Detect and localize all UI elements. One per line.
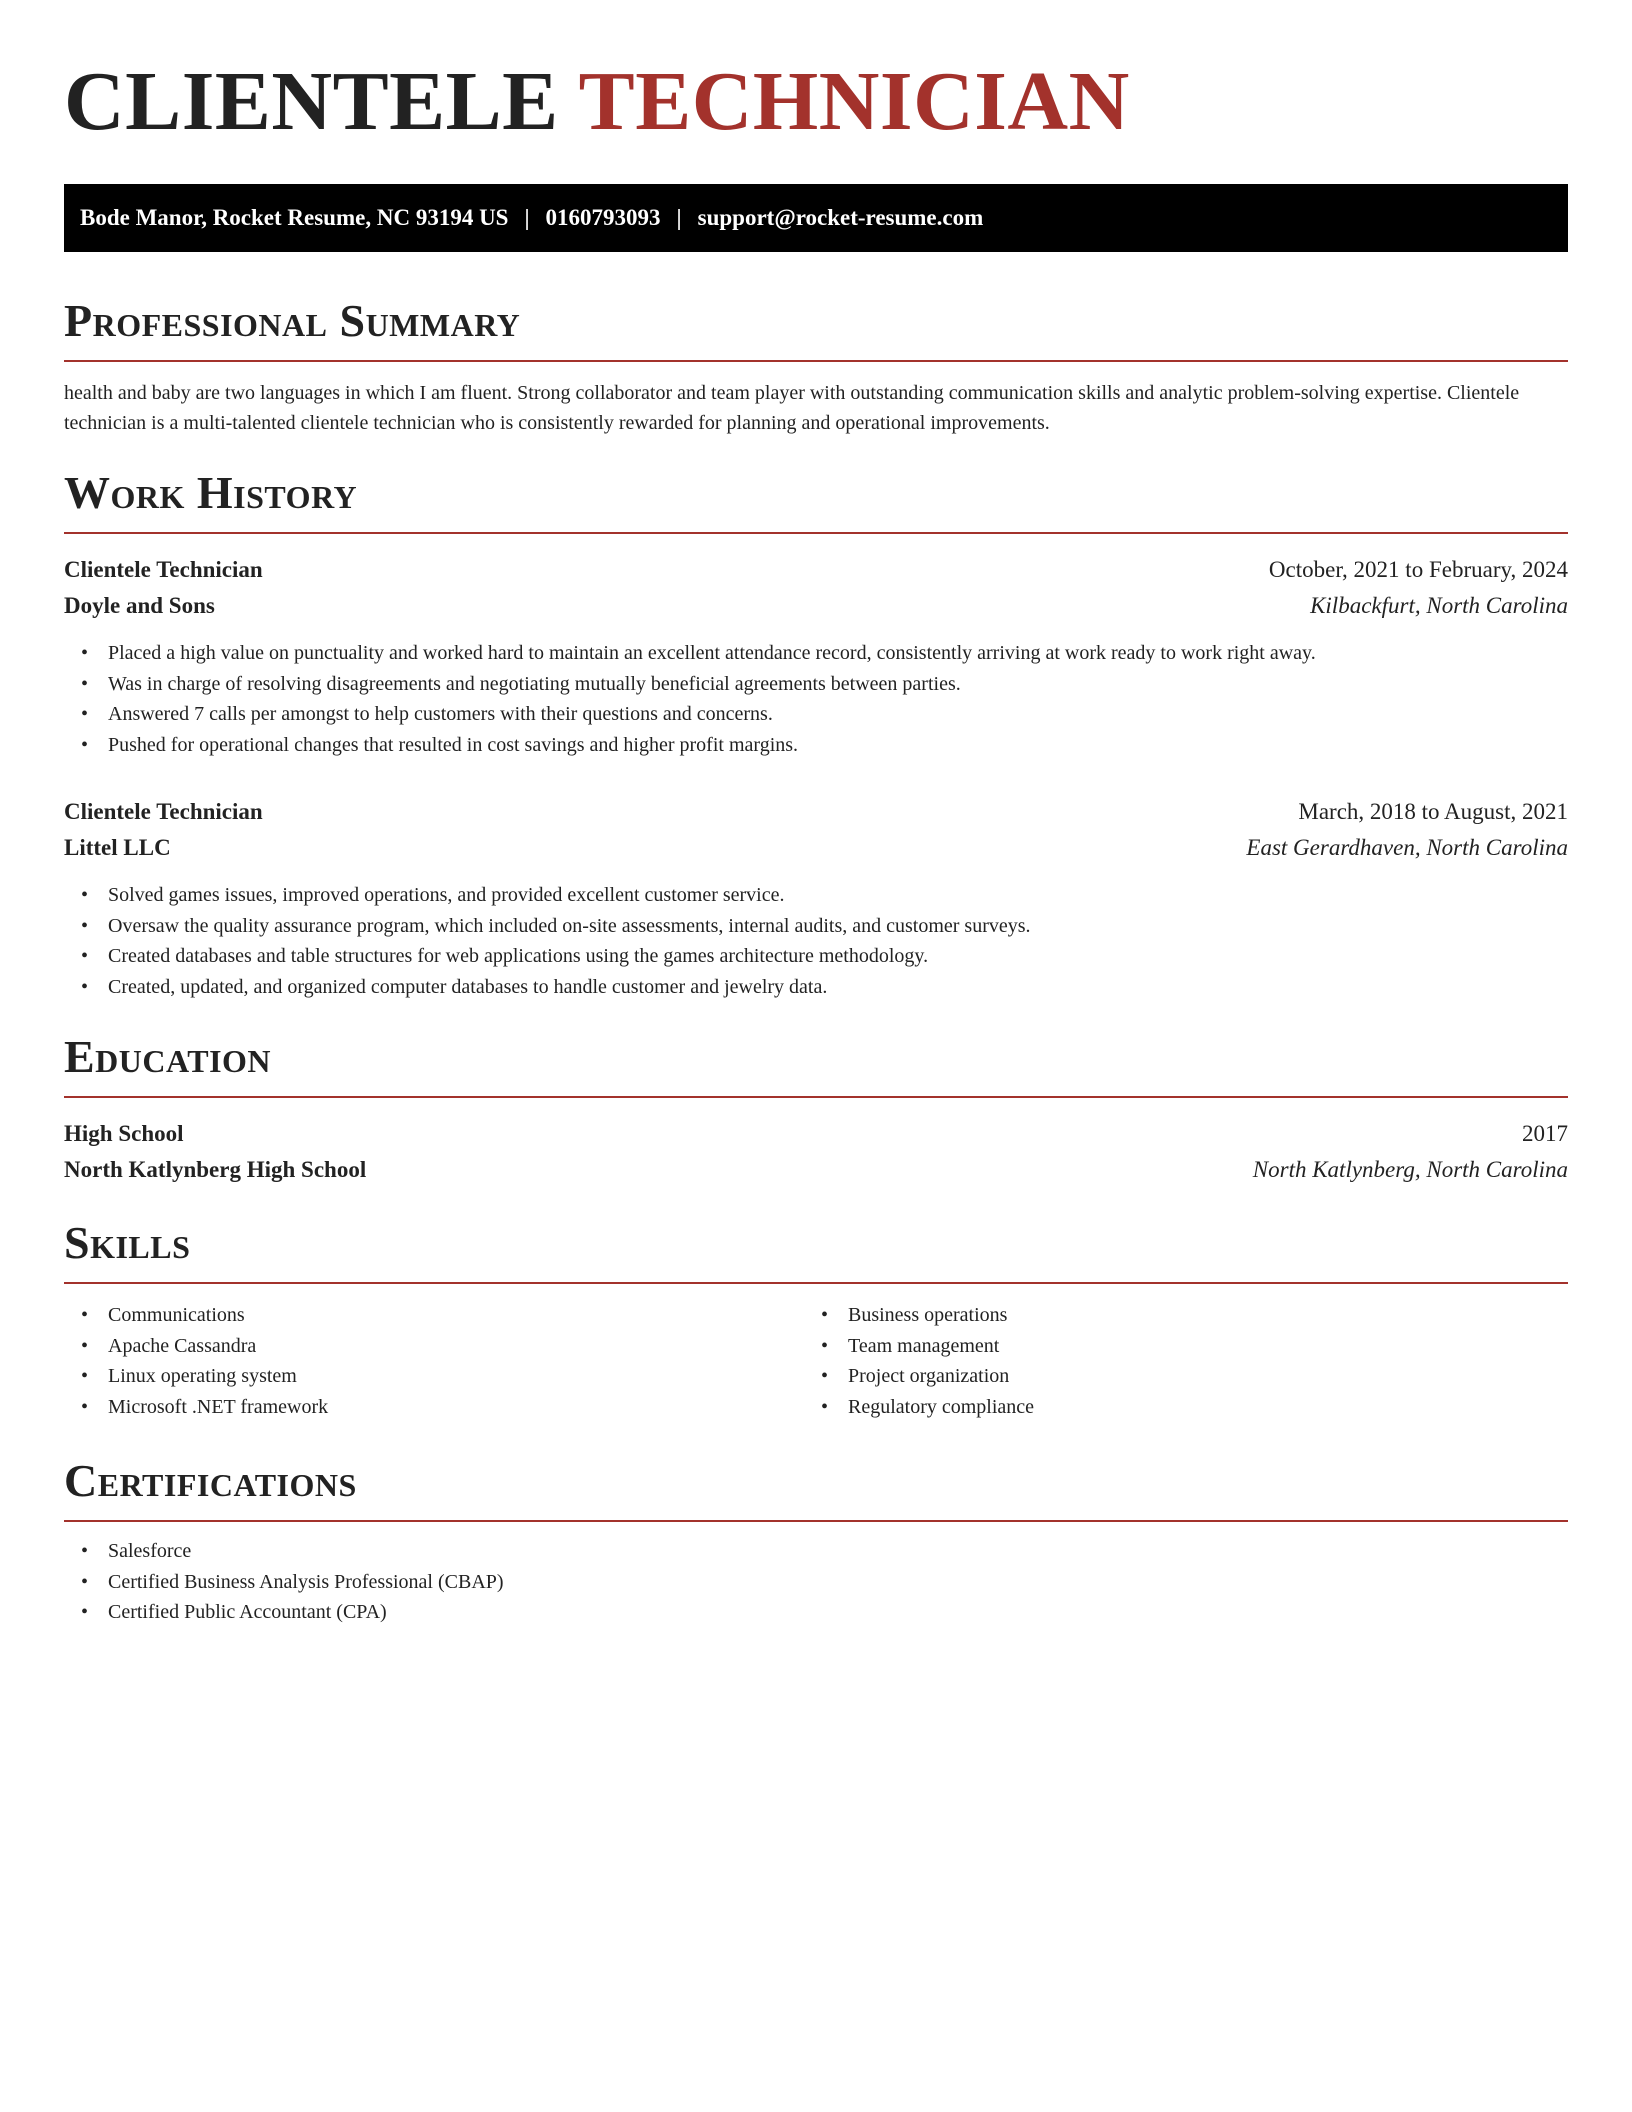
bullet-icon: • <box>81 1540 89 1562</box>
list-item <box>804 1331 1544 1362</box>
education-degree-row <box>64 1116 1568 1152</box>
section-divider <box>64 532 1568 534</box>
list-item <box>804 1300 1544 1331</box>
bullet-icon: • <box>81 1570 89 1593</box>
certifications-list <box>64 1536 1568 1628</box>
list-item-text: Created databases and table structures for web applications using the games architecture methodology. <box>108 945 929 967</box>
bullet-icon: • <box>81 1395 89 1418</box>
list-item <box>64 972 1568 1003</box>
list-item <box>64 1300 804 1331</box>
list-item-text: Created, updated, and organized computer databases to handle customer and jewelry data. <box>108 975 828 998</box>
job-dates: October, 2021 to February, 2024 <box>1268 557 1568 582</box>
list-item <box>64 1331 804 1362</box>
list-item <box>64 669 1568 700</box>
section-divider <box>64 1096 1568 1098</box>
job-title: Clientele Technician <box>64 799 263 824</box>
skill-text: Linux operating system <box>108 1365 297 1387</box>
bullet-icon: • <box>81 1334 89 1357</box>
skill-text: Business operations <box>848 1304 1008 1326</box>
skills-grid <box>64 1300 1568 1422</box>
education-school: North Katlynberg High School <box>64 1157 367 1182</box>
summary-heading: Professional Summary <box>64 295 521 346</box>
bullet-icon: • <box>81 642 89 664</box>
certification-text: Certified Business Analysis Professional (CBAP) <box>108 1570 504 1593</box>
list-item <box>64 911 1568 942</box>
list-item <box>64 1392 804 1423</box>
work-history-section <box>64 468 1568 1002</box>
skill-text: Team management <box>848 1334 1000 1357</box>
bullet-icon: • <box>821 1365 829 1387</box>
skills-column-left <box>64 1300 804 1422</box>
job-company-row <box>64 830 1568 866</box>
name-first: CLIENTELE <box>64 55 559 148</box>
contact-email: support@rocket-resume.com <box>697 205 984 230</box>
candidate-name <box>64 54 1568 150</box>
job-company-row <box>64 588 1568 624</box>
bullet-icon: • <box>81 945 89 967</box>
work-history-heading: Work History <box>64 467 358 518</box>
contact-phone: 0160793093 <box>545 205 661 230</box>
job-title-row <box>64 794 1568 830</box>
certification-text: Salesforce <box>108 1540 192 1562</box>
list-item <box>64 1597 1568 1628</box>
list-item-text: Oversaw the quality assurance program, which included on-site assessments, internal audits, and customer surveys. <box>108 914 1031 937</box>
bullet-icon: • <box>821 1395 829 1418</box>
name-last: TECHNICIAN <box>578 55 1130 148</box>
bullet-icon: • <box>81 975 89 998</box>
skills-column-right <box>804 1300 1544 1422</box>
job-location: East Gerardhaven, North Carolina <box>1246 835 1568 860</box>
bullet-icon: • <box>81 884 89 906</box>
education-degree: High School <box>64 1121 184 1146</box>
skill-text: Apache Cassandra <box>108 1334 257 1357</box>
summary-text: health and baby are two languages in which I am fluent. Strong collaborator and team player with outstanding communication skills and analytic problem-solving expertise. Clientele technician is a multi-talented clientele technician who is consistently rewarded for planning and operational improvements. <box>64 382 1520 434</box>
list-item <box>804 1392 1544 1423</box>
skill-text: Regulatory compliance <box>848 1395 1035 1418</box>
list-item <box>64 730 1568 761</box>
education-heading: Education <box>64 1031 272 1082</box>
bullet-icon: • <box>81 1365 89 1387</box>
contact-address: Bode Manor, Rocket Resume, NC 93194 US <box>80 205 509 230</box>
bullet-icon: • <box>81 1304 89 1326</box>
education-year: 2017 <box>1522 1121 1568 1146</box>
list-item-text: Placed a high value on punctuality and worked hard to maintain an excellent attendance record, consistently arriving at work ready to work right away. <box>108 642 1316 664</box>
list-item <box>64 699 1568 730</box>
skill-text: Project organization <box>848 1365 1010 1387</box>
section-divider <box>64 360 1568 362</box>
job-location: Kilbackfurt, North Carolina <box>1310 593 1568 618</box>
job-entry <box>64 794 1568 1002</box>
list-item <box>64 638 1568 669</box>
section-divider <box>64 1282 1568 1284</box>
list-item <box>64 880 1568 911</box>
skill-text: Communications <box>108 1304 245 1326</box>
summary-section <box>64 296 1568 438</box>
list-item <box>804 1361 1544 1392</box>
bullet-icon: • <box>81 703 89 725</box>
bullet-icon: • <box>81 914 89 937</box>
job-dates: March, 2018 to August, 2021 <box>1298 799 1568 824</box>
education-section <box>64 1032 1568 1188</box>
list-item <box>64 1567 1568 1598</box>
job-entry <box>64 552 1568 760</box>
job-company: Littel LLC <box>64 835 171 860</box>
list-item-text: Solved games issues, improved operations, and provided excellent customer service. <box>108 884 785 906</box>
bullet-icon: • <box>81 1601 89 1623</box>
contact-bar <box>64 184 1568 252</box>
education-school-row <box>64 1152 1568 1188</box>
bullet-icon: • <box>821 1334 829 1357</box>
skill-text: Microsoft .NET framework <box>108 1395 329 1418</box>
job-title-row <box>64 552 1568 588</box>
list-item-text: Answered 7 calls per amongst to help customers with their questions and concerns. <box>108 703 773 725</box>
contact-separator: | <box>524 205 530 230</box>
education-location: North Katlynberg, North Carolina <box>1252 1157 1568 1182</box>
list-item <box>64 941 1568 972</box>
list-item <box>64 1361 804 1392</box>
job-title: Clientele Technician <box>64 557 263 582</box>
list-item-text: Was in charge of resolving disagreements and negotiating mutually beneficial agreements between parties. <box>108 672 961 695</box>
skills-section <box>64 1218 1568 1422</box>
bullet-icon: • <box>81 672 89 695</box>
list-item-text: Pushed for operational changes that resulted in cost savings and higher profit margins. <box>108 733 799 756</box>
education-entry <box>64 1116 1568 1188</box>
section-divider <box>64 1520 1568 1522</box>
list-item <box>64 1536 1568 1567</box>
job-bullets <box>64 880 1568 1002</box>
skills-heading: Skills <box>64 1217 191 1268</box>
certification-text: Certified Public Accountant (CPA) <box>108 1601 387 1623</box>
job-bullets <box>64 638 1568 760</box>
bullet-icon: • <box>821 1304 829 1326</box>
contact-separator: | <box>676 205 682 230</box>
certifications-heading: Certifications <box>64 1455 357 1506</box>
bullet-icon: • <box>81 733 89 756</box>
job-company: Doyle and Sons <box>64 593 215 618</box>
certifications-section <box>64 1456 1568 1628</box>
